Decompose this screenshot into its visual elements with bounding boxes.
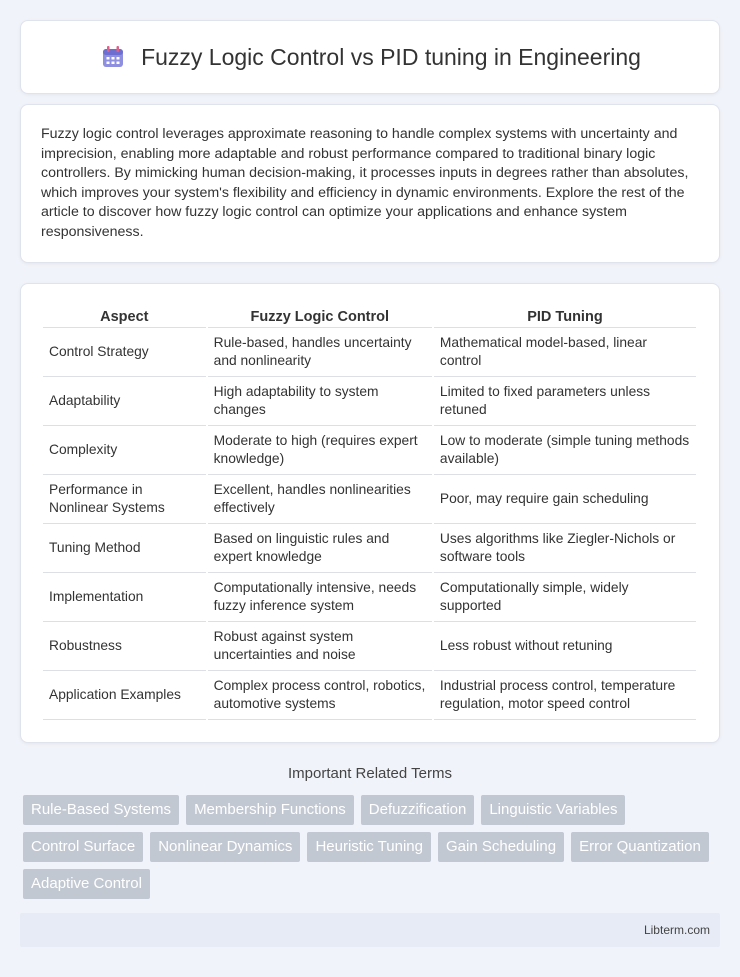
cell-fuzzy: Robust against system uncertainties and noise <box>208 622 432 671</box>
cell-fuzzy: Rule-based, handles uncertainty and nonlinearity <box>208 328 432 377</box>
tag-heuristic-tuning[interactable]: Heuristic Tuning <box>307 832 431 862</box>
cell-pid: Limited to fixed parameters unless retuned <box>434 377 696 426</box>
comparison-table <box>41 302 698 720</box>
table-row <box>43 328 696 377</box>
related-terms-title: Important Related Terms <box>288 765 452 782</box>
header-fuzzy-logic-control: Fuzzy Logic Control <box>208 302 432 328</box>
footer <box>20 913 720 947</box>
cell-aspect: Control Strategy <box>43 328 206 377</box>
table-row <box>43 573 696 622</box>
cell-pid: Industrial process control, temperature regulation, motor speed control <box>434 671 696 720</box>
cell-fuzzy: Moderate to high (requires expert knowledge) <box>208 426 432 475</box>
table-header-row <box>43 302 696 328</box>
footer-site-link[interactable]: Libterm.com <box>643 923 710 937</box>
tag-control-surface[interactable]: Control Surface <box>23 832 143 862</box>
table-row <box>43 622 696 671</box>
header-card <box>20 20 720 94</box>
header-pid-tuning: PID Tuning <box>434 302 696 328</box>
tag-membership-functions[interactable]: Membership Functions <box>186 795 354 825</box>
cell-aspect: Implementation <box>43 573 206 622</box>
cell-aspect: Application Examples <box>43 671 206 720</box>
tag-error-quantization[interactable]: Error Quantization <box>571 832 709 862</box>
table-row <box>43 426 696 475</box>
cell-aspect: Tuning Method <box>43 524 206 573</box>
cell-pid: Uses algorithms like Ziegler-Nichols or software tools <box>434 524 696 573</box>
calendar-icon <box>99 43 127 71</box>
table-row <box>43 671 696 720</box>
comparison-table-card <box>20 283 720 743</box>
cell-fuzzy: Excellent, handles nonlinearities effectively <box>208 475 432 524</box>
table-row <box>43 524 696 573</box>
cell-aspect: Adaptability <box>43 377 206 426</box>
cell-aspect: Robustness <box>43 622 206 671</box>
tag-adaptive-control[interactable]: Adaptive Control <box>23 869 150 899</box>
cell-pid: Low to moderate (simple tuning methods available) <box>434 426 696 475</box>
tag-defuzzification[interactable]: Defuzzification <box>361 795 475 825</box>
cell-pid: Mathematical model-based, linear control <box>434 328 696 377</box>
tag-linguistic-variables[interactable]: Linguistic Variables <box>481 795 625 825</box>
cell-pid: Less robust without retuning <box>434 622 696 671</box>
cell-pid: Computationally simple, widely supported <box>434 573 696 622</box>
cell-fuzzy: Based on linguistic rules and expert knowledge <box>208 524 432 573</box>
related-terms-tags <box>20 795 710 899</box>
cell-fuzzy: Computationally intensive, needs fuzzy inference system <box>208 573 432 622</box>
cell-pid: Poor, may require gain scheduling <box>434 475 696 524</box>
cell-fuzzy: High adaptability to system changes <box>208 377 432 426</box>
tag-nonlinear-dynamics[interactable]: Nonlinear Dynamics <box>150 832 300 862</box>
header-aspect: Aspect <box>43 302 206 328</box>
tag-rule-based-systems[interactable]: Rule-Based Systems <box>23 795 179 825</box>
table-row <box>43 377 696 426</box>
cell-aspect: Complexity <box>43 426 206 475</box>
cell-fuzzy: Complex process control, robotics, automotive systems <box>208 671 432 720</box>
tag-gain-scheduling[interactable]: Gain Scheduling <box>438 832 564 862</box>
cell-aspect: Performance in Nonlinear Systems <box>43 475 206 524</box>
intro-text: Fuzzy logic control leverages approximate reasoning to handle complex systems with uncertainty and imprecision, enabling more adaptable and robust performance compared to traditional binary logic controllers. By mimicking human decision-making, it processes inputs in degrees rather than absolutes, which improves your system's flexibility and efficiency in dynamic environments. Explore the rest of the article to discover how fuzzy logic control can optimize your applications and enhance system responsiveness. <box>41 126 689 240</box>
page-title: Fuzzy Logic Control vs PID tuning in Engineering <box>141 43 641 70</box>
intro-card <box>20 104 720 263</box>
table-row <box>43 475 696 524</box>
